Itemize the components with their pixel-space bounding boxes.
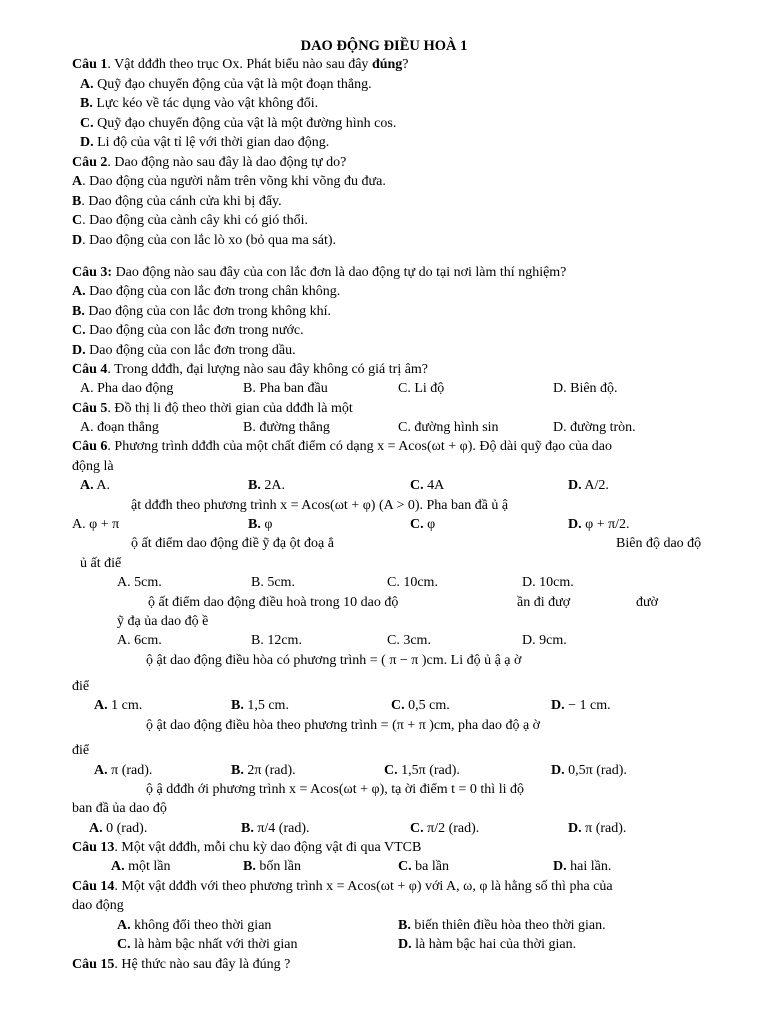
text-line [391, 696, 450, 716]
bold-text: C. [72, 323, 86, 338]
text-span: A. φ + π [72, 517, 120, 532]
text-span: Quỹ đạo chuyển động của vật là một đoạn thẳng. [93, 77, 372, 92]
text-line [148, 593, 398, 613]
text-span: ộ ất điểm dao động điề ỹ đạ ột đoạ ẳ [131, 536, 334, 551]
bold-text: C. [80, 116, 94, 131]
text-line [72, 399, 353, 419]
text-line [616, 534, 701, 554]
bold-text: A. [80, 478, 94, 493]
text-line [241, 819, 310, 839]
bold-text: D. [568, 517, 582, 532]
text-line [231, 696, 289, 716]
text-line [72, 302, 331, 322]
text-span: ật dđđh theo phương trình x = Acos(ωt + φ) (A > 0). Pha ban đầ ủ ậ [131, 498, 509, 513]
bold-text: B. [398, 918, 411, 933]
text-span: điể [72, 679, 90, 694]
text-span: C. Li độ [398, 381, 445, 396]
text-span: . Dao động của cành cây khi có gió thổi. [82, 213, 309, 228]
bold-text: C [72, 213, 83, 228]
text-line [568, 476, 609, 496]
text-span: A. đoạn thẳng [80, 420, 159, 435]
text-span: điể [72, 743, 90, 758]
text-line [72, 838, 421, 858]
text-line [387, 631, 431, 651]
bold-text: C. [384, 763, 398, 778]
text-span: . Hệ thức nào sau đây là đúng ? [114, 957, 291, 972]
bold-text: C. [410, 478, 424, 493]
text-line [72, 231, 336, 251]
text-line [551, 696, 611, 716]
text-span: φ [423, 517, 436, 532]
bold-text: A. [89, 821, 103, 836]
text-span: ộ ật dao động điều hòa có phương trình = ( π − π )cm. Li độ ủ ậ ạ ờ [146, 653, 522, 668]
text-line [517, 593, 570, 613]
text-span: . Dao động của người nằm trên võng khi võng đu đưa. [82, 174, 386, 189]
bold-text: A [72, 174, 83, 189]
text-span: C. 10cm. [387, 575, 438, 590]
bold-text: A. [111, 859, 125, 874]
text-line [636, 593, 658, 613]
text-line [80, 94, 318, 114]
text-line [80, 75, 372, 95]
text-span: 0 (rad). [102, 821, 148, 836]
text-span: . Dao động của cánh cửa khi bị đẩy. [81, 194, 282, 209]
text-span: 1 cm. [107, 698, 143, 713]
text-span: B. 5cm. [251, 575, 295, 590]
text-line [248, 515, 272, 535]
text-line [251, 573, 295, 593]
bold-text: B. [72, 304, 85, 319]
bold-text: Câu 4 [72, 362, 108, 377]
text-span: B. 12cm. [251, 633, 302, 648]
text-span: φ + π/2. [581, 517, 630, 532]
bold-text: D. [568, 478, 582, 493]
text-span: A. [93, 478, 110, 493]
text-span: ban đầ ủa dao độ [72, 801, 167, 816]
text-span: ộ ất điểm dao động điều hoà trong 10 dao độ [148, 595, 399, 610]
text-span: 1,5 cm. [243, 698, 289, 713]
text-line [146, 716, 540, 736]
text-span: D. Biên độ. [553, 381, 618, 396]
text-span: đườ [636, 595, 658, 610]
text-span: Li độ của vật tỉ lệ với thời gian dao động. [93, 135, 330, 150]
page-title: DAO ĐỘNG ĐIỀU HOÀ 1 [300, 38, 468, 54]
text-line [72, 437, 612, 457]
bold-text: Câu 13 [72, 840, 115, 855]
text-line [146, 780, 524, 800]
text-line [72, 877, 613, 897]
text-span: . Một vật dđđh, mỗi chu kỳ dao động vật đi qua VTCB [114, 840, 422, 855]
text-line [72, 955, 290, 975]
bold-text: C. [410, 821, 424, 836]
text-line [72, 799, 167, 819]
bold-text: Câu 2 [72, 155, 108, 170]
text-line [94, 696, 142, 716]
text-span: π (rad). [107, 763, 153, 778]
text-line [522, 631, 567, 651]
text-line [80, 133, 329, 153]
text-span: A. Pha dao động [80, 381, 174, 396]
text-line [117, 573, 162, 593]
text-line [80, 554, 121, 574]
text-span: Dao động nào sau đây của con lắc đơn là dao động tự do tại nơi làm thí nghiệm? [112, 265, 567, 280]
text-span: D. 10cm. [522, 575, 574, 590]
text-line [231, 761, 296, 781]
bold-text: B. [80, 96, 93, 111]
bold-text: A. [94, 763, 108, 778]
text-span: A/2. [581, 478, 609, 493]
text-line [80, 114, 396, 134]
text-line [80, 379, 173, 399]
text-line [553, 379, 618, 399]
text-line [80, 476, 110, 496]
text-line [72, 360, 428, 380]
bold-text: D. [398, 937, 412, 952]
text-line [384, 761, 460, 781]
text-span: A. 5cm. [117, 575, 162, 590]
text-line [117, 916, 271, 936]
text-line [72, 55, 409, 75]
bold-text: C. [391, 698, 405, 713]
bold-text: C. [410, 517, 424, 532]
text-span: ba lần [411, 859, 449, 874]
text-span: hai lần. [566, 859, 612, 874]
text-span: 2π (rad). [243, 763, 296, 778]
text-span: . Đồ thị li độ theo thời gian của dđđh là một [107, 401, 353, 416]
text-line [72, 896, 124, 916]
bold-text: D. [553, 859, 567, 874]
bold-text: B. [248, 478, 261, 493]
text-span: ỹ đạ ủa dao độ ề [117, 614, 209, 629]
text-line [72, 192, 282, 212]
text-line [117, 612, 208, 632]
text-span: Biên độ dao độ [616, 536, 702, 551]
text-line [398, 418, 499, 438]
text-line [243, 418, 330, 438]
bold-text: A. [80, 77, 94, 92]
text-line [387, 573, 438, 593]
text-span: Dao động của con lắc đơn trong dầu. [85, 343, 296, 358]
bold-text: Câu 5 [72, 401, 108, 416]
text-span: 2A. [260, 478, 285, 493]
text-span: dao động [72, 898, 124, 913]
text-span: 1,5π (rad). [397, 763, 460, 778]
text-line [72, 153, 346, 173]
bold-text: Câu 1 [72, 57, 108, 72]
bold-text: B [72, 194, 82, 209]
text-span: ? [402, 57, 409, 72]
bold-text: C. [398, 859, 412, 874]
text-span: Dao động của con lắc đơn trong không khí. [84, 304, 331, 319]
text-span: 0,5 cm. [404, 698, 450, 713]
text-span: D. 9cm. [522, 633, 567, 648]
text-span: C. 3cm. [387, 633, 431, 648]
text-span: ần đi đượ [517, 595, 571, 610]
text-line [117, 935, 297, 955]
text-span: . Dao động của con lắc lò xo (bỏ qua ma sát). [82, 233, 336, 248]
text-line [248, 476, 285, 496]
text-line [131, 496, 508, 516]
text-span: là hàm bậc nhất với thời gian [130, 937, 298, 952]
bold-text: B. [241, 821, 254, 836]
bold-text: C. [117, 937, 131, 952]
text-span: π/2 (rad). [423, 821, 480, 836]
bold-text: D. [568, 821, 582, 836]
text-line [72, 211, 308, 231]
text-span: − 1 cm. [564, 698, 611, 713]
text-line [146, 651, 521, 671]
text-line [72, 515, 119, 535]
text-span: ủ ất điể [80, 556, 122, 571]
text-line [568, 819, 626, 839]
bold-text: Câu 6 [72, 439, 108, 454]
text-span: . Dao động nào sau đây là dao động tự do? [107, 155, 347, 170]
text-line [72, 321, 304, 341]
text-line [89, 819, 147, 839]
bold-text: B. [248, 517, 261, 532]
text-span: không đổi theo thời gian [130, 918, 272, 933]
text-span: . Vật dđđh theo trục Ox. Phát biểu nào sau đây [107, 57, 372, 72]
bold-text: D. [551, 698, 565, 713]
text-line [243, 857, 301, 877]
text-line [72, 341, 296, 361]
text-span: 4A [423, 478, 445, 493]
text-line [398, 935, 576, 955]
bold-text: A. [117, 918, 131, 933]
text-line [72, 741, 89, 761]
text-span: Dao động của con lắc đơn trong chân không. [85, 284, 341, 299]
text-span: biến thiên điều hòa theo thời gian. [410, 918, 606, 933]
text-span: . Trong dđđh, đại lượng nào sau đây không có giá trị âm? [107, 362, 429, 377]
text-line [410, 819, 479, 839]
text-line [131, 534, 334, 554]
bold-text: đúng [371, 57, 403, 72]
text-line [94, 761, 152, 781]
text-span: Dao động của con lắc đơn trong nước. [85, 323, 304, 338]
text-line [243, 379, 328, 399]
text-span: . Phương trình dđđh của một chất điểm có dạng x = Acos(ωt + φ). Độ dài quỹ đạo của dao [107, 439, 612, 454]
bold-text: B. [231, 698, 244, 713]
bold-text: D. [72, 343, 86, 358]
bold-text: A. [72, 284, 86, 299]
bold-text: D [72, 233, 83, 248]
text-span: ộ ật dao động điều hòa theo phương trình = (π + π )cm, pha dao độ ạ ờ [146, 718, 541, 733]
text-span: ộ ậ dđđh ới phương trình x = Acos(ωt + φ), tạ ời điểm t = 0 thì li độ [146, 782, 524, 797]
text-line [72, 677, 89, 697]
text-span: là hàm bậc hai của thời gian. [411, 937, 577, 952]
text-span: B. đường thẳng [243, 420, 330, 435]
text-line [72, 263, 566, 283]
text-span: π/4 (rad). [253, 821, 310, 836]
text-line [553, 418, 636, 438]
text-span: động là [72, 459, 114, 474]
text-line [551, 761, 627, 781]
bold-text: Câu 3: [72, 265, 113, 280]
text-line [398, 857, 449, 877]
bold-text: Câu 14 [72, 879, 115, 894]
text-span: Lực kéo về tác dụng vào vật không đổi. [92, 96, 319, 111]
text-line [72, 457, 114, 477]
bold-text: B. [231, 763, 244, 778]
bold-text: A. [94, 698, 108, 713]
text-span: bốn lần [255, 859, 301, 874]
text-span: A. 6cm. [117, 633, 162, 648]
text-span: . Một vật dđđh với theo phương trình x = Acos(ωt + φ) với A, ω, φ là hằng số thì pha của [114, 879, 613, 894]
text-line [117, 631, 162, 651]
text-line [410, 476, 444, 496]
text-line [410, 515, 435, 535]
text-line [251, 631, 302, 651]
text-line [553, 857, 611, 877]
text-span: φ [260, 517, 273, 532]
text-line [522, 573, 574, 593]
text-line [111, 857, 171, 877]
text-line [398, 916, 606, 936]
text-span: B. Pha ban đầu [243, 381, 328, 396]
bold-text: B. [243, 859, 256, 874]
text-span: Quỹ đạo chuyển động của vật là một đường hình cos. [93, 116, 397, 131]
text-line [72, 172, 386, 192]
text-line [568, 515, 630, 535]
bold-text: D. [551, 763, 565, 778]
bold-text: D. [80, 135, 94, 150]
text-line [72, 282, 340, 302]
text-line [80, 418, 159, 438]
text-span: π (rad). [581, 821, 627, 836]
text-line [398, 379, 444, 399]
text-span: C. đường hình sin [398, 420, 499, 435]
bold-text: Câu 15 [72, 957, 115, 972]
text-span: 0,5π (rad). [564, 763, 627, 778]
text-span: một lần [124, 859, 171, 874]
text-span: D. đường tròn. [553, 420, 636, 435]
